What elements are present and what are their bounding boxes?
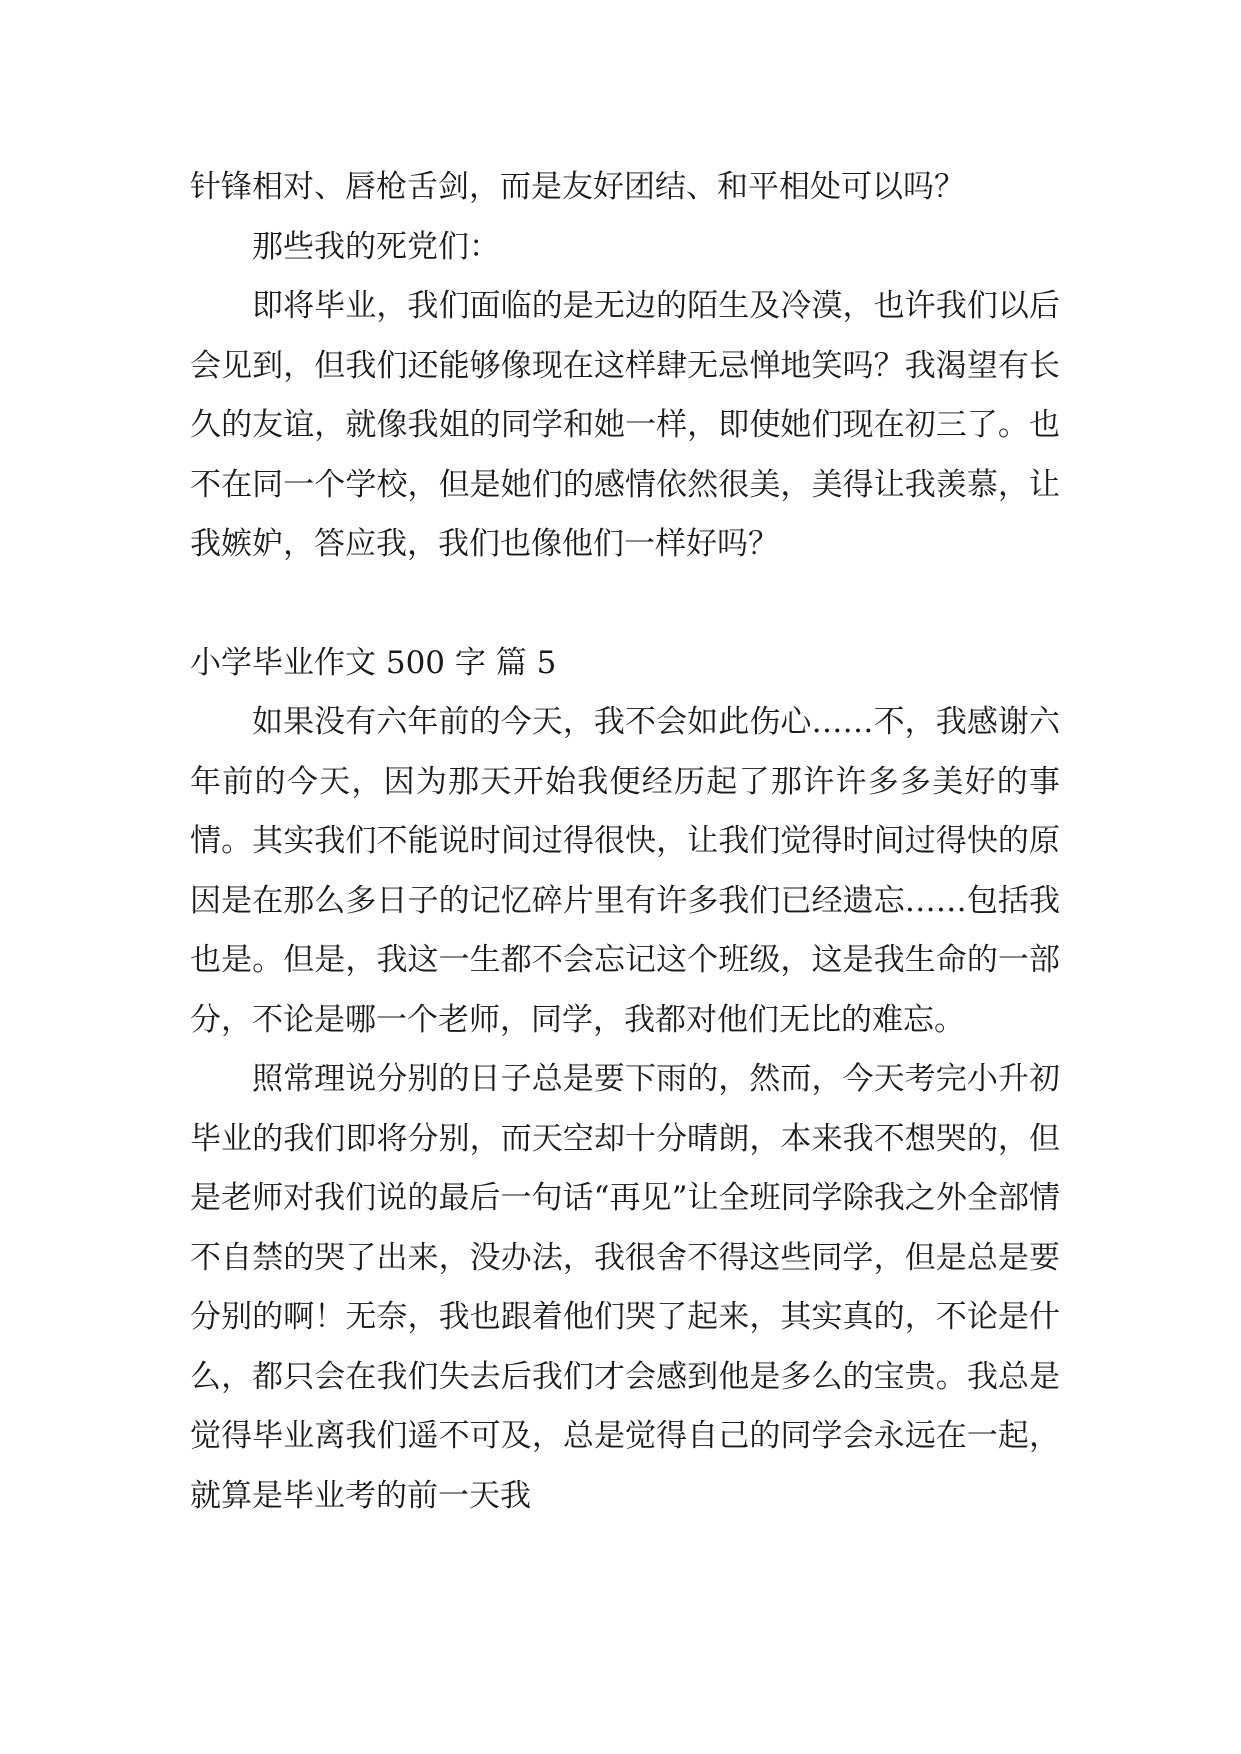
- paragraph-salutation: 那些我的死党们：: [252, 228, 500, 265]
- paragraph-farewell: 照常理说分别的日子总是要下雨的，然而，今天考完小升初毕业的我们即将分别，而天空却十分晴朗，本来我不想哭的，但是老师对我们说的最后一句话“再见”让全班同学除我之外全部情不自禁的哭了出来，没办法，我很舍不得这些同学，但是总是要分别的啊！无奈，我也跟着他们哭了起来，其实真的，不论是什么，都只会在我们失去后我们才会感到他是多么的宝贵。我总是觉得毕业离我们遥不可及，总是觉得自己的同学会永远在一起，就算是毕业考的前一天我: [190, 1061, 1060, 1514]
- section-heading: 小学毕业作文 500 字 篇 5: [190, 644, 557, 681]
- paragraph-friends: 即将毕业，我们面临的是无边的陌生及冷漠，也许我们以后会见到，但我们还能够像现在这样肆无忌惮地笑吗？我渴望有长久的友谊，就像我姐的同学和她一样，即使她们现在初三了。也不在同一个学校，但是她们的感情依然很美，美得让我羡慕，让我嫉妒，答应我，我们也像他们一样好吗？: [190, 288, 1060, 562]
- paragraph-six-years: 如果没有六年前的今天，我不会如此伤心……不，我感谢六年前的今天，因为那天开始我便经历起了那许许多多美好的事情。其实我们不能说时间过得很快，让我们觉得时间过得快的原因是在那么多日子的记忆碎片里有许多我们已经遗忘……包括我也是。但是，我这一生都不会忘记这个班级，这是我生命的一部分，不论是哪一个老师，同学，我都对他们无比的难忘。: [190, 704, 1060, 1038]
- document-body: [190, 158, 1060, 1526]
- paragraph-continued: 针锋相对、唇枪舌剑，而是友好团结、和平相处可以吗？: [190, 169, 965, 205]
